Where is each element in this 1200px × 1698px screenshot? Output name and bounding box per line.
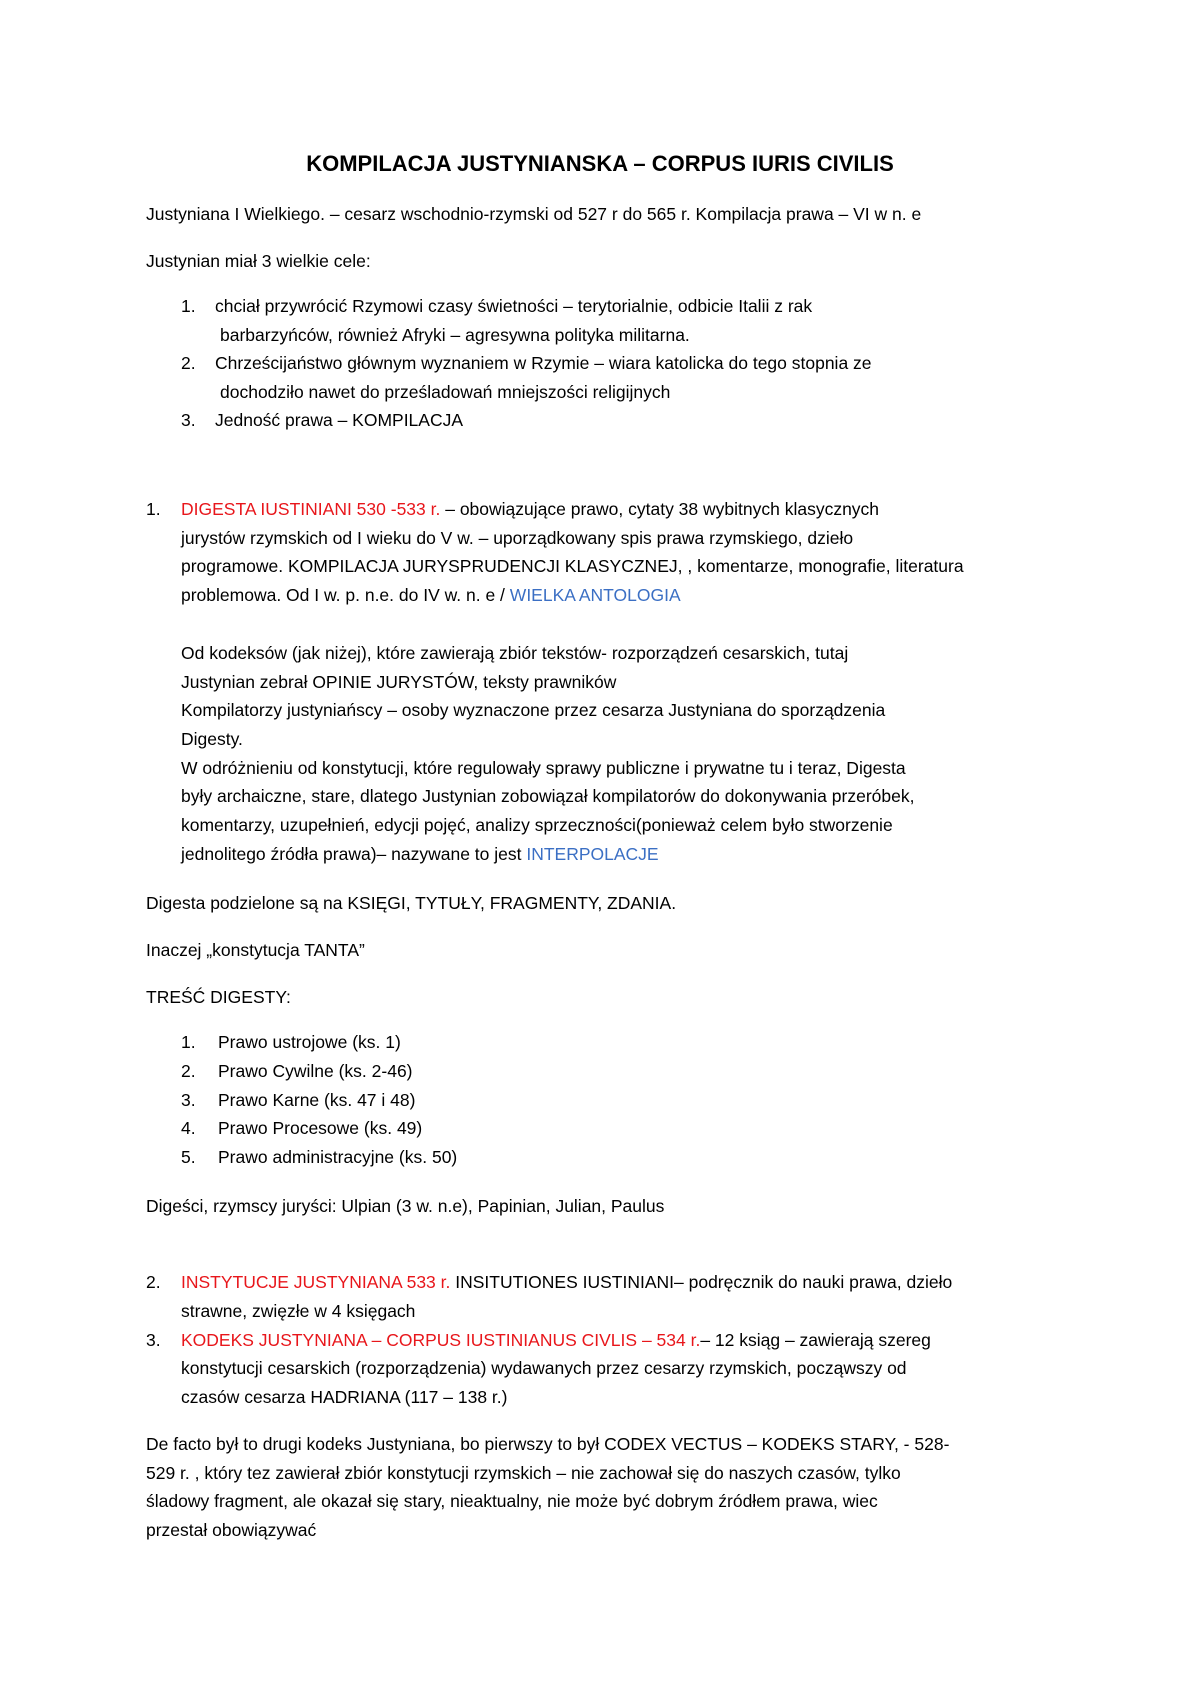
- codex-line3: czasów cesarza HADRIANA (117 – 138 r.): [181, 1387, 508, 1407]
- codex-number: 3.: [146, 1330, 161, 1350]
- codex-title: KODEKS JUSTYNIANA – CORPUS IUSTINIANUS CIVLIS – 534 r.: [181, 1330, 701, 1350]
- goal-1-line2: barbarzyńców, również Afryki – agresywna polityka militarna.: [220, 325, 690, 345]
- digesta-p5: W odróżnieniu od konstytucji, które regulowały sprawy publiczne i prywatne tu i teraz, Digesta: [181, 758, 906, 778]
- content-item-1-number: 1.: [181, 1032, 196, 1052]
- digesta-p7: komentarzy, uzupełnień, edycji pojęć, analizy sprzeczności(ponieważ celem było stworzenie: [181, 815, 893, 835]
- final-line1: De facto był to drugi kodeks Justyniana, bo pierwszy to był CODEX VECTUS – KODEKS STARY, - 528-: [146, 1434, 950, 1454]
- digesta-p8: [181, 844, 659, 864]
- institutiones-number: 2.: [146, 1272, 161, 1292]
- content-item-2: Prawo Cywilne (ks. 2-46): [218, 1061, 413, 1081]
- digesta-p1: Od kodeksów (jak niżej), które zawierają zbiór tekstów- rozporządzeń cesarskich, tutaj: [181, 643, 849, 663]
- intro-line: Justyniana I Wielkiego. – cesarz wschodnio-rzymski od 527 r do 565 r. Kompilacja prawa – VI w n. e: [146, 204, 922, 224]
- codex-line1: [181, 1330, 931, 1350]
- jurists-line: Digeści, rzymscy juryści: Ulpian (3 w. n.e), Papinian, Julian, Paulus: [146, 1196, 665, 1216]
- wielka-antologia-term: WIELKA ANTOLOGIA: [509, 585, 681, 605]
- content-item-2-number: 2.: [181, 1061, 196, 1081]
- digesta-line1-rest: – obowiązujące prawo, cytaty 38 wybitnych klasycznych: [440, 499, 880, 519]
- content-item-5-number: 5.: [181, 1147, 196, 1167]
- content-item-3: Prawo Karne (ks. 47 i 48): [218, 1090, 416, 1110]
- digesta-p8-start: jednolitego źródła prawa)– nazywane to jest: [181, 844, 527, 864]
- digesta-p6: były archaiczne, stare, dlatego Justynian zobowiązał kompilatorów do dokonywania przeróbek,: [181, 786, 915, 806]
- goal-2-line2: dochodziło nawet do prześladowań mniejszości religijnych: [220, 382, 671, 402]
- page-title: KOMPILACJA JUSTYNIANSKA – CORPUS IURIS CIVILIS: [306, 151, 894, 176]
- institutiones-line1-rest: INSITUTIONES IUSTINIANI– podręcznik do nauki prawa, dzieło: [450, 1272, 953, 1292]
- goal-1-number: 1.: [181, 296, 196, 316]
- institutiones-line2: strawne, zwięzłe w 4 księgach: [181, 1301, 416, 1321]
- digesta-p4: Digesty.: [181, 729, 243, 749]
- content-item-4-number: 4.: [181, 1118, 196, 1138]
- digesta-line3: programowe. KOMPILACJA JURYSPRUDENCJI KLASYCZNEJ, , komentarze, monografie, literatura: [181, 556, 964, 576]
- digesta-line4-start: problemowa. Od I w. p. n.e. do IV w. n. e /: [181, 585, 510, 605]
- goal-2-number: 2.: [181, 353, 196, 373]
- content-item-3-number: 3.: [181, 1090, 196, 1110]
- goal-1-line1: chciał przywrócić Rzymowi czasy świetności – terytorialnie, odbicie Italii z rak: [215, 296, 813, 316]
- digesta-number: 1.: [146, 499, 161, 519]
- codex-line2: konstytucji cesarskich (rozporządzenia) wydawanych przez cesarzy rzymskich, począwszy od: [181, 1358, 907, 1378]
- digesta-title: DIGESTA IUSTINIANI 530 -533 r.: [181, 499, 441, 519]
- final-line2: 529 r. , który tez zawierał zbiór konstytucji rzymskich – nie zachował się do naszych czasów, tylko: [146, 1463, 901, 1483]
- digesta-p2: Justynian zebrał OPINIE JURYSTÓW, teksty prawników: [181, 672, 617, 692]
- content-item-5: Prawo administracyjne (ks. 50): [218, 1147, 458, 1167]
- digesta-p3: Kompilatorzy justyniańscy – osoby wyznaczone przez cesarza Justyniana do sporządzenia: [181, 700, 886, 720]
- codex-line1-rest: – 12 ksiąg – zawierają szereg: [700, 1330, 931, 1350]
- goals-heading: Justynian miał 3 wielkie cele:: [146, 251, 371, 271]
- division-line: Digesta podzielone są na KSIĘGI, TYTUŁY, FRAGMENTY, ZDANIA.: [146, 893, 677, 913]
- content-item-1: Prawo ustrojowe (ks. 1): [218, 1032, 401, 1052]
- digesta-line1: [181, 499, 879, 519]
- content-item-4: Prawo Procesowe (ks. 49): [218, 1118, 423, 1138]
- goal-3-line1: Jedność prawa – KOMPILACJA: [215, 410, 464, 430]
- interpolacje-term: INTERPOLACJE: [526, 844, 659, 864]
- goal-3-number: 3.: [181, 410, 196, 430]
- digesta-line2: jurystów rzymskich od I wieku do V w. – uporządkowany spis prawa rzymskiego, dzieło: [181, 528, 854, 548]
- final-line4: przestał obowiązywać: [146, 1520, 317, 1540]
- goal-2-line1: Chrześcijaństwo głównym wyznaniem w Rzymie – wiara katolicka do tego stopnia ze: [215, 353, 872, 373]
- institutiones-line1: [181, 1272, 952, 1292]
- tanta-line: Inaczej „konstytucja TANTA”: [146, 940, 365, 960]
- digesta-line4: [181, 585, 681, 605]
- content-heading: TREŚĆ DIGESTY:: [146, 987, 291, 1007]
- final-line3: śladowy fragment, ale okazał się stary, nieaktualny, nie może być dobrym źródłem prawa, wiec: [146, 1491, 878, 1511]
- institutiones-title: INSTYTUCJE JUSTYNIANA 533 r.: [181, 1272, 451, 1292]
